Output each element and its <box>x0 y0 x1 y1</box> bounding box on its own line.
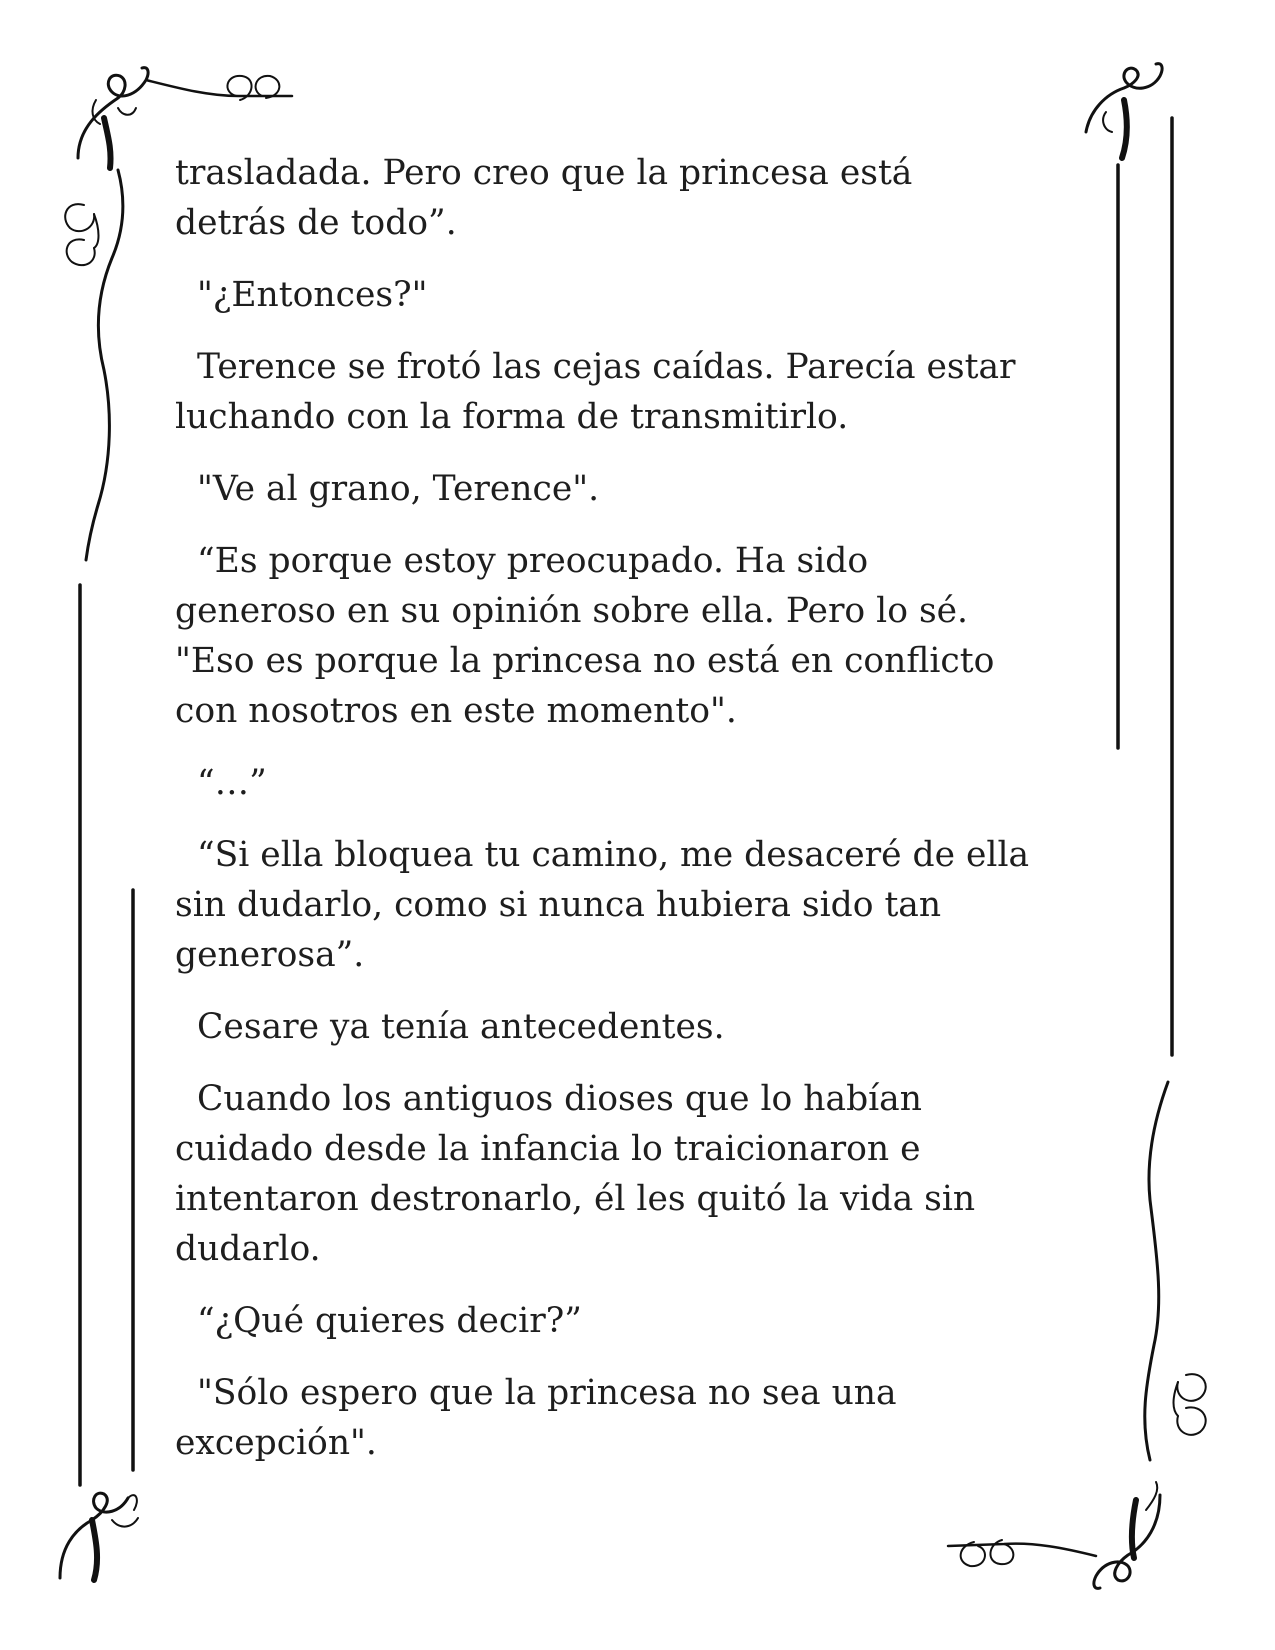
page-text <box>175 148 1110 1490</box>
paragraph: Cesare ya tenía antecedentes. <box>197 1007 725 1047</box>
paragraph: “Si ella bloquea tu camino, me desaceré de ella sin dudarlo, como si nunca hubiera sido tan generosa”. <box>175 835 1030 975</box>
paragraph: "Sólo espero que la princesa no sea una excepción". <box>175 1373 897 1463</box>
bottom-left-flourish <box>60 1493 138 1580</box>
paragraph: "Ve al grano, Terence". <box>197 469 600 509</box>
paragraph: "¿Entonces?" <box>197 275 428 315</box>
paragraph: trasladada. Pero creo que la princesa está detrás de todo”. <box>175 153 913 243</box>
left-swoosh <box>65 170 123 560</box>
paragraph: “¿Qué quieres decir?” <box>197 1301 582 1341</box>
paragraph: “Es porque estoy preocupado. Ha sido generoso en su opinión sobre ella. Pero lo sé. "Eso es porque la princesa no está en conflicto con nosotros en este momento". <box>175 541 995 731</box>
paragraph: Terence se frotó las cejas caídas. Parecía estar luchando con la forma de transmitirlo. <box>175 347 1016 437</box>
right-swoosh <box>1145 1082 1206 1460</box>
paragraph: Cuando los antiguos dioses que lo habían cuidado desde la infancia lo traicionaron e intentaron destronarlo, él les quitó la vida sin dudarlo. <box>175 1079 976 1269</box>
paragraph: “…” <box>197 763 267 803</box>
top-right-flourish <box>1086 64 1162 158</box>
bottom-right-flourish <box>948 1482 1160 1588</box>
